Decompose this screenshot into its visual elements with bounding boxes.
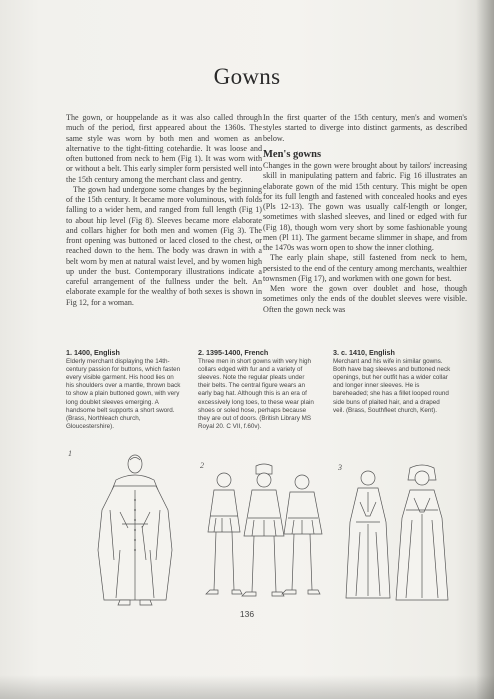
figure-1-merchant-illustration bbox=[80, 450, 190, 606]
paragraph: The gown had undergone some changes by the beginning of the 15th century. It became more voluminous, with folds falling to a wider hem, and ranged from full length (Fig 1) to about hip level (Fig 8). Sleeves became more elaborate and collars higher for both men and women (Fig 3). The front opening was buttoned or laced closed to the chest, or reached down to the hem. The body was drawn in with a belt worn by men at natural waist level, and by women high up under the bust. Contemporary illustrations indicate a careful arrangement of the fullness under the belt. An elaborate example for the wealthy of both sexes is shown in Fig 12, for a woman. bbox=[66, 184, 262, 307]
figure-label-3: 3 bbox=[338, 463, 342, 472]
paragraph: Changes in the gown were brought about by tailors' increasing skill in manipulating pattern and fabric. Fig 16 illustrates an elaborate gown of the mid 15th century. This might be open for its full length and fastened with concealed hooks and eyes (Pls 12-13). The gown was usually calf-length or longer, sometimes with slashed sleeves, and lined or edged with fur (Fig 18), though worn very short by some fashionable young men (Pl 11). The garment became slimmer in shape, and from the 1470s was worn open to show the inner clothing. bbox=[263, 161, 467, 252]
caption-text: Three men in short gowns with very high collars edged with fur and a variety of sleeves. Note the regular pleats under their belts. The central figure wears an early bag hat. Although this is an era of excessively long toes, to these wear plain shoes or soled hose, perhaps because they are out of doors. (British Library MS Royal 20. C VII, f.60v). bbox=[198, 358, 314, 430]
page-number: 136 bbox=[239, 609, 255, 619]
figure-2-three-men-illustration bbox=[202, 462, 326, 602]
caption-fig-2 bbox=[198, 349, 316, 431]
figure-label-2: 2 bbox=[200, 461, 204, 470]
caption-text: Merchant and his wife in similar gowns. Both have bag sleeves and buttoned neck openings, but her outfit has a wider collar and longer inner sleeves. He is bareheaded; she has a fillet looped round side buns of plaited hair, and a draped veil. (Brass, Southfleet church, Kent). bbox=[333, 358, 451, 414]
caption-heading: 3. c. 1410, English bbox=[333, 348, 395, 357]
right-column bbox=[263, 113, 467, 315]
caption-text: Elderly merchant displaying the 14th-century passion for buttons, which fasten every visible garment. His hood lies on his shoulders over a mantle, thrown back to show a plain buttoned gown, with very long doublet sleeves emerging. A handsome belt supports a short sword. (Brass, Northleach church, Gloucestershire). bbox=[66, 358, 181, 430]
figure-label-1: 1 bbox=[68, 449, 72, 458]
section-heading: Men's gowns bbox=[263, 148, 322, 160]
paragraph: In the first quarter of the 15th century, men's and women's styles started to diverge into distinct garments, as described below. bbox=[263, 113, 467, 143]
caption-heading: 1. 1400, English bbox=[66, 348, 120, 357]
page-title: Gowns bbox=[213, 64, 281, 89]
caption-fig-1 bbox=[66, 349, 182, 431]
left-column bbox=[66, 113, 262, 308]
paragraph: Men wore the gown over doublet and hose, though sometimes only the ends of the doublet sleeves were visible. Often the gown neck was bbox=[263, 284, 467, 314]
figure-3-merchant-and-wife-illustration bbox=[338, 462, 454, 604]
caption-heading: 2. 1395-1400, French bbox=[198, 348, 269, 357]
caption-fig-3 bbox=[333, 349, 451, 415]
paragraph: The gown, or houppelande as it was also called through much of the period, first appeared about the 1360s. The same style was worn by both men and women as an alternative to the tight-fitting cotehardie. It was loose and often buttoned from neck to hem (Fig 1). It was worn with or without a belt. This early simpler form persisted well into the 15th century among the merchant class and gentry. bbox=[66, 113, 262, 184]
page-bottom-shadow bbox=[0, 675, 494, 699]
page-edge-shadow bbox=[476, 0, 494, 699]
paragraph: The early plain shape, still fastened from neck to hem, persisted to the end of the century among merchants, wealthier townsmen (Fig 17), and workmen with one gown for best. bbox=[263, 253, 467, 283]
